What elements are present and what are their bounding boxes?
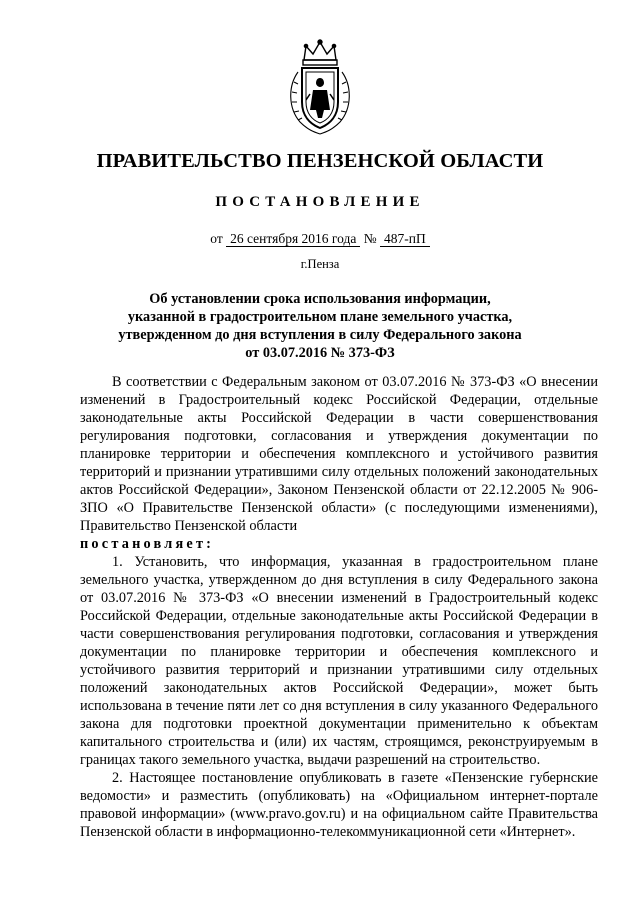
resolution-item-1: 1. Установить, что информация, указанная в градостроительном плане земельного участка, утвержденном до дня вступления в силу Федерального закона от 03.07.2016 № 373-ФЗ «О внесении изменений в Градостроительный кодекс Российской Федерации, отдельные законодательные акты Российской Федерации в части совершенствования регулирования подготовки, согласования и утверждения документации по планировке территории и обеспечения комплексного и устойчивого развития территорий и признании утратившими силу отдельных положений законодательных актов Российской Федерации», может быть использована в течение пяти лет со дня вступления в силу указанного Федерального закона для подготовки проектной документации применительно к объектам капитального строительства и (или) их частям, строящимся, реконструируемым в границах такого земельного участка, выдачи разрешений на строительство. [80,554,598,768]
document-date: 26 сентября 2016 года [226,231,360,247]
resolves-keyword: постановляет: [80,536,215,552]
subject-line: указанной в градостроительном плане земельного участка, [127,309,513,325]
document-type-heading: ПОСТАНОВЛЕНИЕ [215,194,425,210]
document-number: 487-пП [380,231,430,247]
resolves-line [80,535,598,553]
date-number-line [0,231,640,247]
subject-line: от 03.07.2016 № 373-ФЗ [245,345,395,361]
document-body [80,373,598,841]
number-sign: № [363,231,377,246]
coat-of-arms-emblem [286,38,354,136]
subject-line: Об установлении срока использования информации, [149,291,491,307]
document-subject [0,290,640,362]
subject-line: утвержденном до дня вступления в силу Федерального закона [118,327,522,343]
date-prefix: от [210,231,223,246]
preamble-paragraph: В соответствии с Федеральным законом от 03.07.2016 № 373-ФЗ «О внесении изменений в Градостроительный кодекс Российской Федерации, отдельные законодательные акты Российской Федерации в части совершенствования регулирования подготовки, согласования и утверждения документации по планировке территории и обеспечения комплексного и устойчивого развития территорий и признании утратившими силу отдельных положений законодательных актов Российской Федерации», Законом Пензенской области от 22.12.2005 № 906-ЗПО «О Правительстве Пензенской области» (с последующими изменениями), Правительство Пензенской области [80,374,598,534]
crown-icon [303,40,337,65]
issue-city: г.Пенза [300,257,340,271]
resolution-item-2: 2. Настоящее постановление опубликовать в газете «Пензенские губернские ведомости» и разместить (опубликовать) на «Официальном интернет-портале правовой информации» (www.pravo.gov.ru) и на официальном сайте Правительства Пензенской области в информационно-телекоммуникационной сети «Интернет». [80,770,598,840]
shield-icon [302,68,338,128]
organization-title: ПРАВИТЕЛЬСТВО ПЕНЗЕНСКОЙ ОБЛАСТИ [96,150,544,172]
